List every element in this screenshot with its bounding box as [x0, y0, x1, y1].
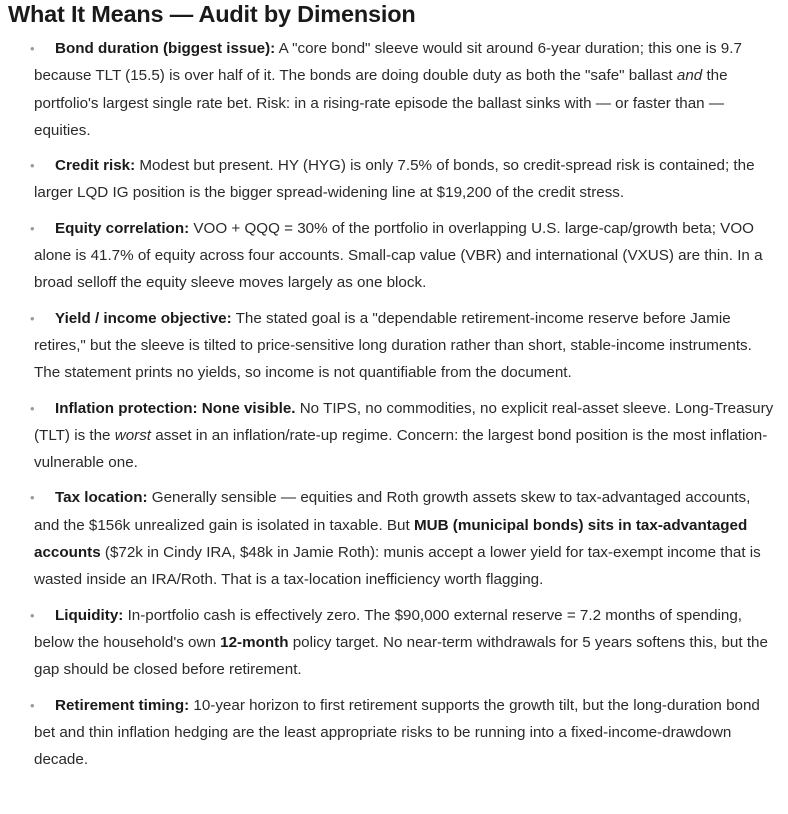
list-item [30, 305, 776, 387]
item-text: and [676, 67, 703, 85]
item-text: the portfolio's largest single rate bet. Risk: in a rising-rate episode the ballast sinks with — or faster than — equities. [34, 67, 728, 139]
item-lead: Yield / income objective: [55, 309, 232, 327]
bullet-icon: • [30, 607, 35, 623]
item-text: In-portfolio cash is effectively zero. The $90,000 external reserve = 7.2 months of spending, below the household's own [34, 606, 743, 651]
item-lead: Tax location: [55, 489, 148, 507]
item-text: None visible. [197, 399, 296, 417]
bullet-icon: • [30, 41, 35, 56]
item-text: asset in an inflation/rate-up regime. Concern: the largest bond position is the most inflation-vulnerable one. [34, 426, 768, 472]
item-text: The stated goal is a "dependable retirement-income reserve before Jamie retires," but the sleeve is tilted to price-sensitive long duration rather than short, stable-income instruments. The statement prints no yields, so income is not quantifiable from the document. [34, 309, 752, 382]
item-lead: Bond duration (biggest issue): [55, 40, 276, 57]
item-lead: Credit risk: [55, 157, 136, 175]
item-text: Modest but present. HY (HYG) is only 7.5% of bonds, so credit-spread risk is contained; the larger LQD IG position is the bigger spread-widening line at $19,200 of the credit stress. [34, 157, 755, 202]
item-text: A "core bond" sleeve would sit around 6-year duration; this one is 9.7 because TLT (15.5) is over half of it. The bonds are doing double duty as both the "safe" ballast [34, 40, 742, 85]
item-text: MUB (municipal bonds) sits in tax-advantaged accounts [34, 516, 748, 562]
item-lead: Liquidity: [55, 606, 124, 624]
item-text: No TIPS, no commodities, no explicit real-asset sleeve. Long-Treasury (TLT) is the [34, 399, 774, 444]
item-text: 10-year horizon to first retirement supports the growth tilt, but the long-duration bond bet and thin inflation hedging are the least appropriate risks to be running into a fixed-income-drawdown decade. [34, 696, 760, 769]
item-lead: Inflation protection: [55, 399, 198, 417]
bullet-icon: • [30, 490, 35, 506]
list-item [30, 215, 776, 297]
list-item [30, 692, 776, 774]
list-item [30, 35, 776, 144]
item-text: Generally sensible — equities and Roth growth assets skew to tax-advantaged accounts, and the $156k unrealized gain is isolated in taxable. But [34, 489, 751, 534]
item-text: policy target. No near-term withdrawals for 5 years softens this, but the gap should be closed before retirement. [34, 633, 768, 679]
bullet-icon: • [30, 220, 35, 236]
item-lead: Retirement timing: [55, 696, 190, 714]
item-text: 12-month [220, 633, 289, 651]
item-text: worst [114, 426, 152, 444]
item-lead: Equity correlation: [55, 219, 190, 237]
item-text: VOO + QQQ = 30% of the portfolio in overlapping U.S. large-cap/growth beta; VOO alone is 41.7% of equity across four accounts. Small-cap value (VBR) and international (VXUS) are thin. In a broad selloff the equity sleeve moves largely as one block. [34, 219, 763, 292]
list-item [30, 152, 776, 207]
bullet-icon: • [30, 310, 35, 326]
list-item [30, 484, 776, 593]
item-text: ($72k in Cindy IRA, $48k in Jamie Roth): munis accept a lower yield for tax-exempt income that is wasted inside an IRA/Roth. That is a tax-location inefficiency worth flagging. [34, 544, 761, 589]
section-title: What It Means — Audit by Dimension [8, 1, 416, 27]
list-item [30, 602, 776, 684]
bullet-icon: • [30, 697, 35, 713]
bullet-icon: • [30, 158, 35, 174]
bullet-icon: • [30, 400, 35, 416]
audit-list [8, 35, 776, 773]
list-item [30, 395, 776, 477]
